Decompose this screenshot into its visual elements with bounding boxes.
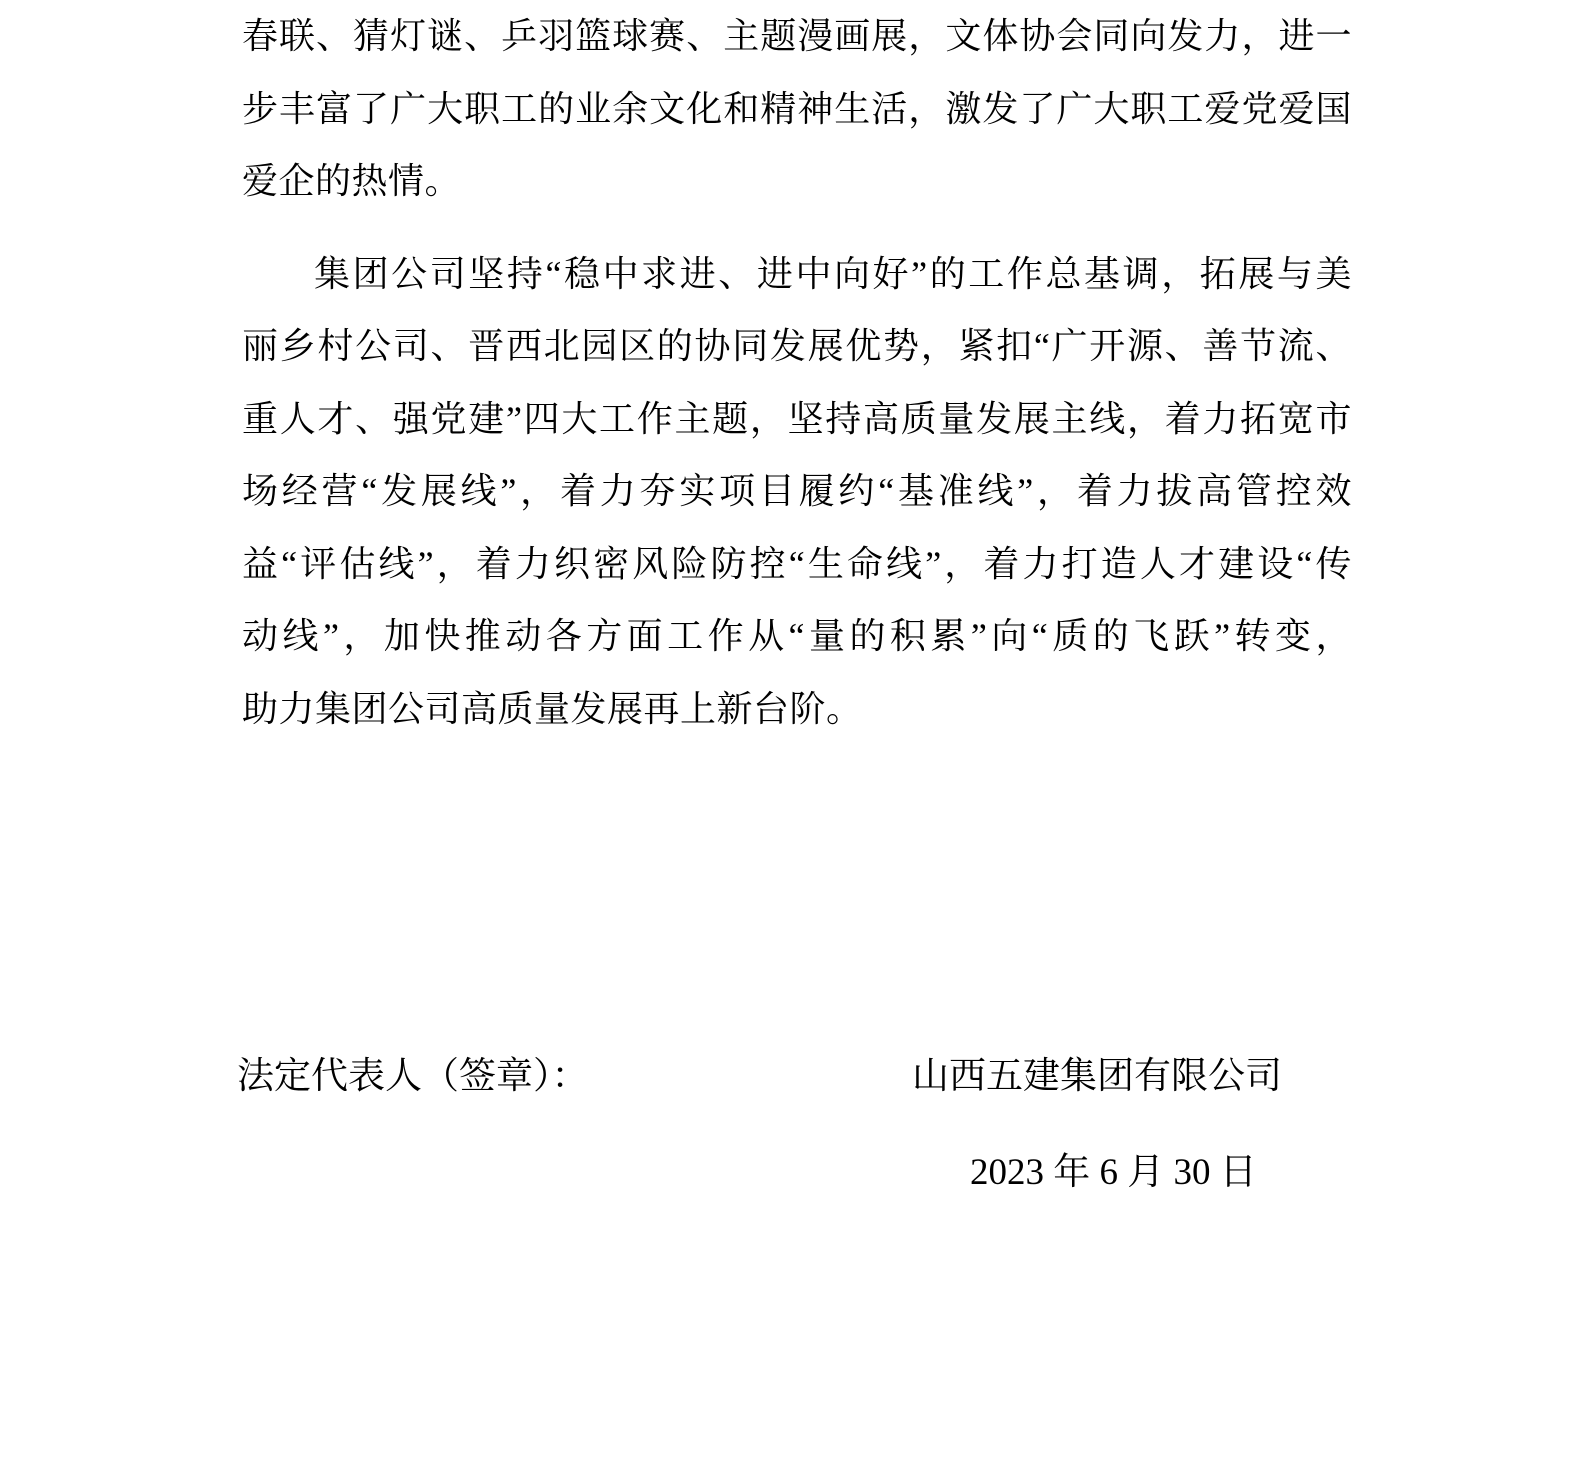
body-text (242, 0, 1352, 745)
body-line: 助力集团公司高质量发展再上新台阶。 (242, 688, 863, 729)
body-line: 益“评估线”，着力织密风险防控“生命线”，着力打造人才建设“传 (242, 543, 1352, 584)
body-line: 动线”，加快推动各方面工作从“量的积累”向“质的飞跃”转变， (242, 616, 1352, 656)
body-line: 丽乡村公司、晋西北园区的协同发展优势，紧扣“广开源、善节流、 (242, 326, 1352, 366)
body-line: 春联、猜灯谜、乒羽篮球赛、主题漫画展，文体协会同向发力，进一 (242, 16, 1352, 56)
body-line: 场经营“发展线”，着力夯实项目履约“基准线”，着力拔高管控效 (242, 471, 1352, 511)
paragraph-summary (242, 238, 1352, 746)
body-line: 集团公司坚持“稳中求进、进中向好”的工作总基调，拓展与美 (314, 253, 1352, 294)
legal-representative-label: 法定代表人（签章）： (237, 1056, 589, 1097)
company-name: 山西五建集团有限公司 (912, 1056, 1282, 1097)
body-line: 爱企的热情。 (242, 161, 462, 201)
body-line: 重人才、强党建”四大工作主题，坚持高质量发展主线，着力拓宽市 (242, 398, 1352, 439)
body-line: 步丰富了广大职工的业余文化和精神生活，激发了广大职工爱党爱国 (242, 88, 1352, 129)
signature-date: 2023 年 6 月 30 日 (970, 1152, 1257, 1193)
paragraph-continuation (242, 0, 1352, 218)
